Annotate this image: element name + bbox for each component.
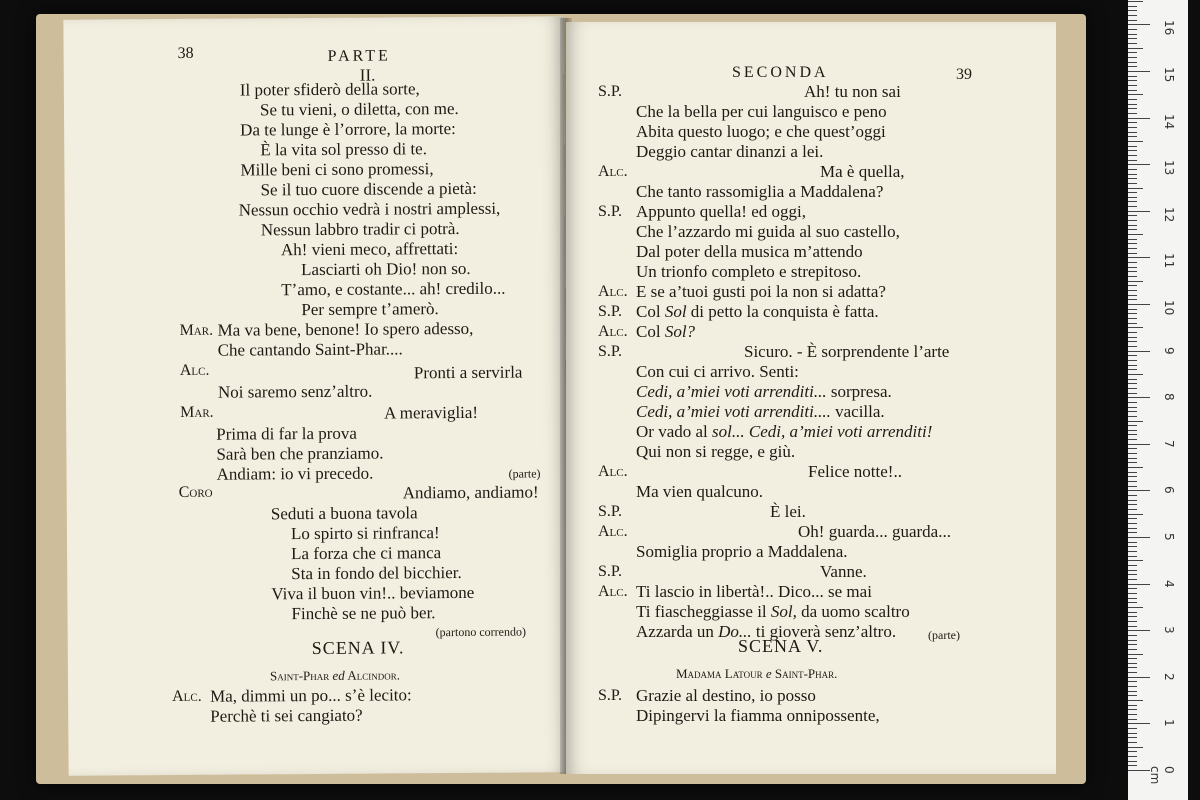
ruler-label: 2 xyxy=(1162,672,1176,681)
ruler-tick xyxy=(1128,99,1137,100)
ruler-tick xyxy=(1128,467,1143,468)
verse-line: Sarà ben che pranziamo. xyxy=(216,443,384,464)
ruler-label: 4 xyxy=(1162,579,1176,588)
ruler-tick xyxy=(1128,71,1150,72)
ruler-tick xyxy=(1128,663,1137,664)
verse-line: Azzarda un Do... ti gioverà senz’altro. xyxy=(636,622,897,641)
ruler-tick xyxy=(1128,407,1137,408)
ruler-tick xyxy=(1128,677,1150,678)
ruler-tick xyxy=(1128,667,1137,668)
ruler-tick xyxy=(1128,164,1150,165)
verse-line: Col Sol? xyxy=(636,322,696,341)
scene-persons xyxy=(270,667,400,684)
section-number: II. xyxy=(359,65,376,85)
ruler-tick xyxy=(1128,281,1143,282)
verse-line: Pronti a servirla xyxy=(413,362,523,383)
ruler-tick xyxy=(1128,141,1143,142)
ruler-tick xyxy=(1128,313,1137,314)
verse-line: Che tanto rassomiglia a Maddalena? xyxy=(636,182,884,201)
ruler-tick xyxy=(1128,411,1137,412)
ruler-tick xyxy=(1128,733,1137,734)
ruler-tick xyxy=(1128,695,1137,696)
speaker-label: S.P. xyxy=(598,203,623,220)
verse-line: Ma vien qualcuno. xyxy=(636,482,763,501)
ruler-tick xyxy=(1128,448,1137,449)
ruler-tick xyxy=(1128,332,1137,333)
verse-line: Prima di far la prova xyxy=(216,423,358,444)
verse-line: Un trionfo completo e strepitoso. xyxy=(636,262,862,281)
ruler-label: 10 xyxy=(1162,300,1176,316)
ruler-tick xyxy=(1128,38,1137,39)
ruler-tick xyxy=(1128,537,1150,538)
ruler-tick xyxy=(1128,425,1137,426)
ruler-tick xyxy=(1128,518,1137,519)
ruler-tick xyxy=(1128,737,1137,738)
ruler-tick xyxy=(1128,602,1137,603)
ruler-tick xyxy=(1128,570,1137,571)
verse-line: Sicuro. - È sorprendente l’arte xyxy=(744,342,950,361)
stage-direction: (partono correndo) xyxy=(435,624,526,640)
ruler-tick xyxy=(1128,327,1143,328)
ruler-tick xyxy=(1128,29,1137,30)
verse-line: Per sempre t’amerò. xyxy=(301,299,439,320)
ruler-tick xyxy=(1128,206,1137,207)
ruler-tick xyxy=(1128,62,1137,63)
stage-direction: (parte) xyxy=(928,628,960,642)
ruler-tick xyxy=(1128,113,1137,114)
ruler-tick xyxy=(1128,337,1137,338)
ruler-tick xyxy=(1128,565,1137,566)
ruler-tick xyxy=(1128,402,1137,403)
verse-line: Nessun labbro tradir ci potrà. xyxy=(260,218,460,240)
ruler-tick xyxy=(1128,770,1150,771)
ruler-tick xyxy=(1128,476,1137,477)
ruler-tick xyxy=(1128,351,1150,352)
ruler-tick xyxy=(1128,761,1137,762)
ruler-tick xyxy=(1128,546,1137,547)
running-head: PARTE xyxy=(327,47,391,65)
ruler-tick xyxy=(1128,556,1137,557)
ruler-tick xyxy=(1128,644,1137,645)
ruler-tick xyxy=(1128,388,1137,389)
ruler-tick xyxy=(1128,197,1137,198)
ruler-tick xyxy=(1128,626,1137,627)
ruler-tick xyxy=(1128,285,1137,286)
ruler-tick xyxy=(1128,271,1137,272)
speaker-label: Alc. xyxy=(598,523,628,540)
ruler-tick xyxy=(1128,323,1137,324)
ruler-tick xyxy=(1128,504,1137,505)
verse-line: È la vita sol presso di te. xyxy=(260,139,428,160)
ruler-tick xyxy=(1128,276,1137,277)
ruler-tick xyxy=(1128,621,1137,622)
ruler-tick xyxy=(1128,472,1137,473)
ruler-label: 5 xyxy=(1162,533,1176,541)
verse-line: Col Sol di petto la conquista è fatta. xyxy=(636,302,879,321)
ruler-tick xyxy=(1128,588,1137,589)
ruler-tick xyxy=(1128,15,1137,16)
stage-direction: (parte) xyxy=(508,466,541,481)
verse-line: Seduti a buona tavola xyxy=(270,503,418,524)
scene-persons xyxy=(676,666,837,682)
verse-line: Or vado al sol... Cedi, a’miei voti arrenditi! xyxy=(636,422,933,441)
speaker-label: S.P. xyxy=(598,563,623,580)
ruler-tick xyxy=(1128,146,1137,147)
ruler-tick xyxy=(1128,393,1137,394)
ruler-tick xyxy=(1128,318,1137,319)
speaker-label: Alc. xyxy=(172,687,202,706)
verse-line: Finchè se ne può ber. xyxy=(291,603,436,624)
speaker-label: S.P. xyxy=(598,503,623,520)
ruler-label: 13 xyxy=(1162,160,1176,176)
ruler-tick xyxy=(1128,108,1137,109)
ruler-tick xyxy=(1128,462,1137,463)
ruler-tick xyxy=(1128,658,1137,659)
verse-line: Ma è quella, xyxy=(820,162,905,181)
page-number: 38 xyxy=(177,44,194,62)
ruler-tick xyxy=(1128,579,1137,580)
ruler-tick xyxy=(1128,304,1150,305)
verse-line: Perchè ti sei cangiato? xyxy=(210,705,363,726)
ruler-tick xyxy=(1128,672,1137,673)
verse-line: Lasciarti oh Dio! non so. xyxy=(301,258,471,280)
verse-line: Cedi, a’miei voti arrenditi.... vacilla. xyxy=(636,402,885,421)
ruler-label: 3 xyxy=(1162,626,1176,634)
character-name: Saint-Phar xyxy=(269,667,330,684)
ruler-tick xyxy=(1128,593,1137,594)
ruler-tick xyxy=(1128,243,1137,244)
ruler-tick xyxy=(1128,341,1137,342)
ruler-tick xyxy=(1128,379,1137,380)
speaker-label: Mar. xyxy=(179,321,214,339)
ruler-tick xyxy=(1128,616,1137,617)
left-page xyxy=(63,16,568,775)
speaker-label: Alc. xyxy=(598,163,628,180)
ruler-tick xyxy=(1128,355,1137,356)
ruler-tick xyxy=(1128,267,1137,268)
ruler-tick xyxy=(1128,127,1137,128)
running-head: SECONDA xyxy=(732,64,829,81)
verse-line: Qui non si regge, e giù. xyxy=(636,442,796,461)
ruler-tick xyxy=(1128,584,1150,585)
ruler-tick xyxy=(1128,234,1143,235)
verse-line: Che cantando Saint-Phar.... xyxy=(217,339,403,360)
ruler-tick xyxy=(1128,169,1137,170)
ruler-tick xyxy=(1128,607,1143,608)
ruler-label: 1 xyxy=(1162,719,1176,728)
verse-line: Appunto quella! ed oggi, xyxy=(636,202,806,221)
speaker-label: S.P. xyxy=(598,343,623,360)
verse-line: Vanne. xyxy=(820,562,867,581)
ruler-tick xyxy=(1128,649,1137,650)
ruler-tick xyxy=(1128,728,1137,729)
ruler-tick xyxy=(1128,509,1137,510)
measuring-ruler xyxy=(1128,0,1188,800)
character-name: Alcindor. xyxy=(347,667,401,683)
ruler-tick xyxy=(1128,299,1137,300)
ruler-tick xyxy=(1128,57,1137,58)
ruler-tick xyxy=(1128,239,1137,240)
speaker-label: S.P. xyxy=(598,83,623,100)
ruler-tick xyxy=(1128,714,1137,715)
ruler-tick xyxy=(1128,397,1150,398)
speaker-label: S.P. xyxy=(598,687,623,704)
ruler-tick xyxy=(1128,612,1137,613)
ruler-tick xyxy=(1128,486,1137,487)
verse-line: Se il tuo cuore discende a pietà: xyxy=(260,178,477,200)
speaker-label: Mar. xyxy=(180,403,214,421)
conjunction: ed xyxy=(332,667,345,683)
verse-line: Il poter sfiderò della sorte, xyxy=(239,79,420,100)
verse-line: Ti lascio in libertà!.. Dico... se mai xyxy=(636,582,872,601)
ruler-label: 12 xyxy=(1162,206,1176,223)
verse-line: Ma, dimmi un po... s’è lecito: xyxy=(210,685,412,706)
ruler-tick xyxy=(1128,192,1137,193)
ruler-tick xyxy=(1128,709,1137,710)
ruler-tick xyxy=(1128,374,1143,375)
ruler-tick xyxy=(1128,201,1137,202)
ruler-tick xyxy=(1128,183,1137,184)
verse-line: Nessun occhio vedrà i nostri amplessi, xyxy=(238,198,501,220)
ruler-tick xyxy=(1128,444,1150,445)
ruler-tick xyxy=(1128,416,1137,417)
speaker-label: S.P. xyxy=(598,303,623,320)
verse-line: Sta in fondo del bicchier. xyxy=(291,562,462,584)
ruler-tick xyxy=(1128,528,1137,529)
ruler-tick xyxy=(1128,1,1143,2)
ruler-tick xyxy=(1128,48,1143,49)
verse-line: Mille beni ci sono promessi, xyxy=(240,159,434,180)
ruler-tick xyxy=(1128,295,1137,296)
ruler-label: 16 xyxy=(1162,20,1176,36)
ruler-tick xyxy=(1128,215,1137,216)
ruler-tick xyxy=(1128,654,1143,655)
scene-title: SCENA V. xyxy=(738,636,824,656)
ruler-tick xyxy=(1128,66,1137,67)
ruler-tick xyxy=(1128,691,1137,692)
verse-line: Che l’azzardo mi guida al suo castello, xyxy=(636,222,900,241)
verse-line: Lo spirto si rinfranca! xyxy=(290,523,440,544)
verse-line: E se a’tuoi gusti poi la non si adatta? xyxy=(636,282,886,301)
ruler-label: 0 cm xyxy=(1148,766,1176,785)
ruler-tick xyxy=(1128,118,1150,119)
ruler-label: 15 xyxy=(1162,67,1176,83)
ruler-tick xyxy=(1128,229,1137,230)
verse-line: Noi saremo senz’altro. xyxy=(217,381,373,402)
verse-line: Andiam: io vi precedo. xyxy=(216,463,374,484)
ruler-tick xyxy=(1128,495,1137,496)
verse-line: Ma va bene, benone! Io spero adesso, xyxy=(217,318,474,340)
ruler-tick xyxy=(1128,346,1137,347)
ruler-tick xyxy=(1128,747,1143,748)
verse-line: Andiamo, andiamo! xyxy=(402,482,539,503)
speaker-label: Coro xyxy=(178,483,213,501)
ruler-tick xyxy=(1128,43,1137,44)
ruler-tick xyxy=(1128,756,1137,757)
ruler-tick xyxy=(1128,500,1137,501)
verse-line: La forza che ci manca xyxy=(291,543,442,564)
ruler-tick xyxy=(1128,719,1137,720)
ruler-tick xyxy=(1128,248,1137,249)
ruler-tick xyxy=(1128,76,1137,77)
ruler-tick xyxy=(1128,257,1150,258)
verse-line: Dal poter della musica m’attendo xyxy=(636,242,863,261)
verse-line: A meraviglia! xyxy=(384,402,479,423)
ruler-tick xyxy=(1128,723,1150,724)
verse-line: È lei. xyxy=(770,502,806,521)
ruler-tick xyxy=(1128,220,1137,221)
ruler-label: 8 xyxy=(1162,393,1176,401)
ruler-tick xyxy=(1128,10,1137,11)
scene-title: SCENA IV. xyxy=(311,637,405,659)
ruler-tick xyxy=(1128,630,1150,631)
ruler-tick xyxy=(1128,150,1137,151)
ruler-tick xyxy=(1128,542,1137,543)
speaker-label: Alc. xyxy=(179,361,210,379)
ruler-tick xyxy=(1128,532,1137,533)
ruler-tick xyxy=(1128,686,1137,687)
ruler-tick xyxy=(1128,490,1150,491)
ruler-tick xyxy=(1128,430,1137,431)
verse-line: Abita questo luogo; e che quest’oggi xyxy=(636,122,886,141)
ruler-label: 9 xyxy=(1162,346,1176,355)
ruler-tick xyxy=(1128,104,1137,105)
ruler-tick xyxy=(1128,681,1137,682)
ruler-tick xyxy=(1128,365,1137,366)
ruler-tick xyxy=(1128,6,1137,7)
verse-line: Con cui ci arrivo. Senti: xyxy=(636,362,799,381)
verse-line: Cedi, a’miei voti arrenditi... sorpresa. xyxy=(636,382,892,401)
ruler-label: 7 xyxy=(1162,439,1176,448)
verse-line: Deggio cantar dinanzi a lei. xyxy=(636,142,824,161)
ruler-tick xyxy=(1128,136,1137,137)
ruler-tick xyxy=(1128,635,1137,636)
verse-line: Felice notte!.. xyxy=(808,462,902,481)
speaker-label: Alc. xyxy=(598,323,628,340)
right-page xyxy=(566,22,1056,774)
ruler-label: 14 xyxy=(1162,113,1176,129)
ruler-tick xyxy=(1128,560,1143,561)
ruler-tick xyxy=(1128,705,1137,706)
speaker-label: Alc. xyxy=(598,463,628,480)
verse-line: T’amo, e costante... ah! credilo... xyxy=(281,278,506,300)
ruler-tick xyxy=(1128,481,1137,482)
ruler-tick xyxy=(1128,262,1137,263)
ruler-tick xyxy=(1128,598,1137,599)
ruler-tick xyxy=(1128,225,1137,226)
verse-line: Ti fiascheggiasse il Sol, da uomo scaltro xyxy=(636,602,910,621)
ruler-tick xyxy=(1128,765,1137,766)
verse-line: Viva il buon vin!.. beviamone xyxy=(271,582,475,604)
ruler-tick xyxy=(1128,178,1137,179)
ruler-tick xyxy=(1128,453,1137,454)
ruler-tick xyxy=(1128,174,1137,175)
verse-line: Se tu vieni, o diletta, con me. xyxy=(259,98,459,120)
ruler-tick xyxy=(1128,85,1137,86)
ruler-tick xyxy=(1128,439,1137,440)
ruler-tick xyxy=(1128,742,1137,743)
ruler-tick xyxy=(1128,20,1137,21)
ruler-tick xyxy=(1128,24,1150,25)
ruler-tick xyxy=(1128,132,1137,133)
ruler-tick xyxy=(1128,52,1137,53)
verse-line: Che la bella per cui languisco e peno xyxy=(636,102,887,121)
ruler-tick xyxy=(1128,458,1137,459)
ruler-tick xyxy=(1128,94,1143,95)
page-number: 39 xyxy=(956,66,972,83)
ruler-tick xyxy=(1128,309,1137,310)
verse-line: Ah! vieni meco, affrettati: xyxy=(280,239,459,260)
ruler-tick xyxy=(1128,290,1137,291)
ruler-tick xyxy=(1128,523,1137,524)
ruler-tick xyxy=(1128,188,1143,189)
ruler-label: 6 xyxy=(1162,486,1176,495)
ruler-tick xyxy=(1128,574,1137,575)
ruler-tick xyxy=(1128,751,1137,752)
ruler-tick xyxy=(1128,360,1137,361)
ruler-tick xyxy=(1128,90,1137,91)
verse-line: Dipingervi la fiamma onnipossente, xyxy=(636,706,880,725)
verse-line: Somiglia proprio a Maddalena. xyxy=(636,542,848,561)
ruler-label: 11 xyxy=(1162,253,1176,269)
ruler-tick xyxy=(1128,434,1137,435)
ruler-tick xyxy=(1128,155,1137,156)
ruler-tick xyxy=(1128,421,1143,422)
ruler-tick xyxy=(1128,700,1143,701)
ruler-tick xyxy=(1128,640,1137,641)
ruler-tick xyxy=(1128,160,1137,161)
verse-line: Grazie al destino, io posso xyxy=(636,686,816,705)
speaker-label: Alc. xyxy=(598,583,628,600)
character-name: Saint-Phar. xyxy=(774,666,838,681)
conjunction: e xyxy=(765,666,772,681)
ruler-tick xyxy=(1128,383,1137,384)
ruler-tick xyxy=(1128,122,1137,123)
verse-line: Ah! tu non sai xyxy=(804,82,901,101)
character-name: Madama Latour xyxy=(676,666,763,681)
ruler-tick xyxy=(1128,551,1137,552)
ruler-tick xyxy=(1128,211,1150,212)
ruler-tick xyxy=(1128,514,1143,515)
verse-line: Oh! guarda... guarda... xyxy=(798,522,951,541)
verse-line: Da te lunge è l’orrore, la morte: xyxy=(240,119,456,140)
ruler-tick xyxy=(1128,369,1137,370)
ruler-tick xyxy=(1128,253,1137,254)
speaker-label: Alc. xyxy=(598,283,628,300)
ruler-tick xyxy=(1128,80,1137,81)
ruler-tick xyxy=(1128,34,1137,35)
